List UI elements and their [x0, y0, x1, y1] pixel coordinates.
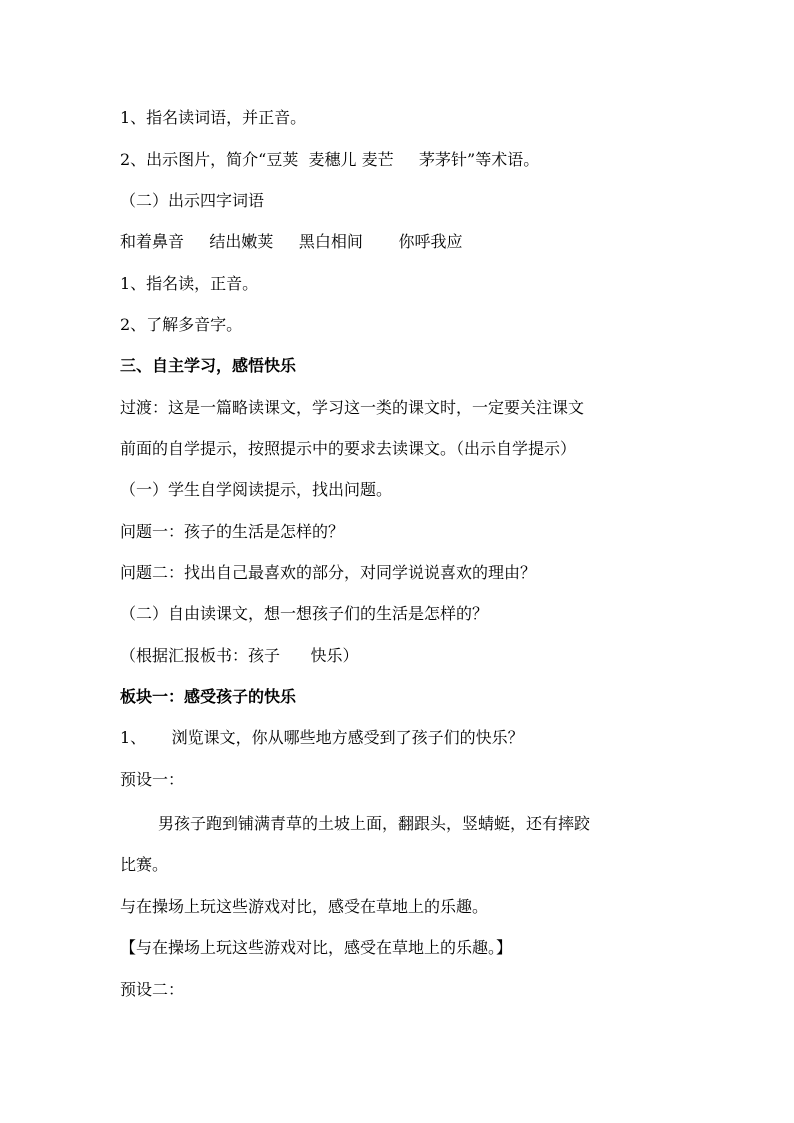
section-heading: 三、自主学习，感悟快乐 — [120, 356, 297, 375]
text-line: 与在操场上玩这些游戏对比，感受在草地上的乐趣。 — [120, 897, 489, 916]
text-line: （根据汇报板书：孩子 快乐） — [120, 646, 359, 665]
text-line: 和着鼻音 结出嫩荚 黑白相间 你呼我应 — [120, 232, 463, 251]
text-line: 比赛。 — [120, 855, 169, 874]
text-line: 男孩子跑到铺满青草的土坡上面，翻跟头，竖蜻蜓，还有摔跤 — [158, 814, 591, 833]
text-line: 1、 浏览课文，你从哪些地方感受到了孩子们的快乐？ — [120, 728, 524, 747]
text-line: （一）学生自学阅读提示，找出问题。 — [120, 480, 393, 499]
text-line: （二）自由读课文，想一想孩子们的生活是怎样的？ — [120, 604, 489, 623]
text-line: 预设二： — [120, 980, 185, 999]
text-line: 问题一：孩子的生活是怎样的？ — [120, 522, 345, 541]
text-line: 问题二：找出自己最喜欢的部分，对同学说说喜欢的理由？ — [120, 563, 537, 582]
text-line: 2、了解多音字。 — [120, 315, 243, 334]
text-line: （二）出示四字词语 — [120, 191, 265, 210]
text-line: 过渡：这是一篇略读课文，学习这一类的课文时，一定要关注课文 — [120, 398, 585, 417]
text-line: 1、指名读词语，并正音。 — [120, 108, 307, 127]
text-line: 预设一： — [120, 770, 185, 789]
text-line: 1、指名读，正音。 — [120, 274, 259, 293]
text-line: 前面的自学提示，按照提示中的要求去读课文。（出示自学提示） — [120, 439, 577, 458]
section-heading: 板块一：感受孩子的快乐 — [120, 687, 297, 706]
text-line: 【与在操场上玩这些游戏对比，感受在草地上的乐趣。】 — [120, 938, 513, 957]
text-line: 2、出示图片，简介“豆荚 麦穗儿 麦芒 茅茅针”等术语。 — [120, 150, 540, 169]
